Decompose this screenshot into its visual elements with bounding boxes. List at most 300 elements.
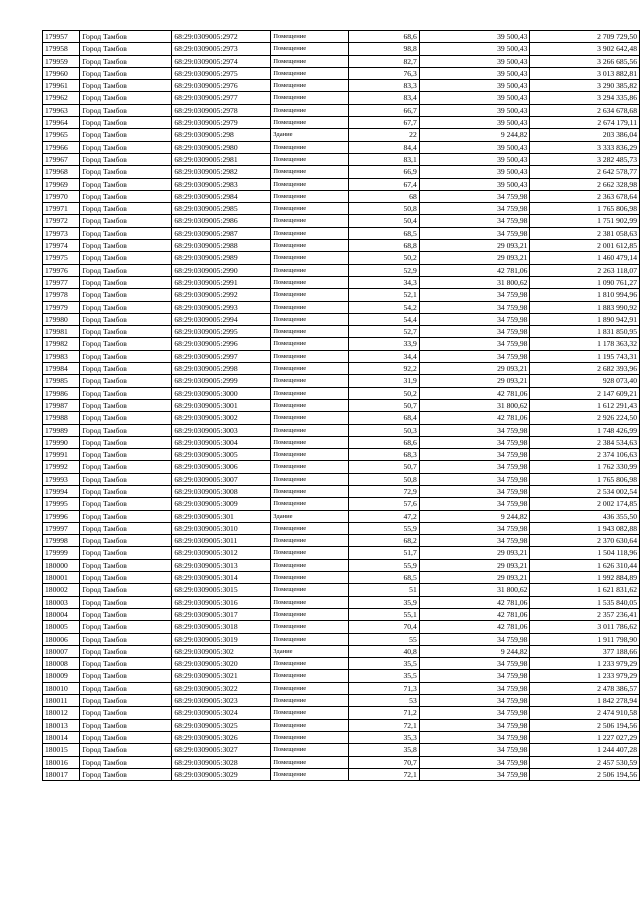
unit-value-cell: 39 500,43 (419, 43, 530, 55)
object-type-cell: Помещение (271, 608, 349, 620)
unit-value-cell: 34 759,98 (419, 535, 530, 547)
unit-value-cell: 34 759,98 (419, 449, 530, 461)
city-cell: Город Тамбов (80, 522, 172, 534)
cadastral-value-cell: 2 474 910,58 (530, 707, 640, 719)
area-cell: 35,5 (349, 658, 419, 670)
row-number-cell: 179977 (43, 276, 80, 288)
unit-value-cell: 34 759,98 (419, 744, 530, 756)
cadastral-number-cell: 68:29:0309005:3001 (172, 399, 271, 411)
unit-value-cell: 9 244,82 (419, 129, 530, 141)
cadastral-number-cell: 68:29:0309005:2994 (172, 313, 271, 325)
cadastral-value-cell: 203 386,04 (530, 129, 640, 141)
city-cell: Город Тамбов (80, 596, 172, 608)
row-number-cell: 179979 (43, 301, 80, 313)
cadastral-value-cell: 1 842 278,94 (530, 695, 640, 707)
cadastral-value-cell: 928 073,40 (530, 375, 640, 387)
object-type-cell: Помещение (271, 67, 349, 79)
table-row (43, 387, 640, 399)
area-cell: 34,3 (349, 276, 419, 288)
cadastral-value-cell: 1 765 806,98 (530, 203, 640, 215)
city-cell: Город Тамбов (80, 744, 172, 756)
cadastral-value-cell: 3 290 385,82 (530, 80, 640, 92)
area-cell: 52,1 (349, 289, 419, 301)
city-cell: Город Тамбов (80, 707, 172, 719)
cadastral-value-cell: 1 233 979,29 (530, 658, 640, 670)
row-number-cell: 180010 (43, 682, 80, 694)
cadastral-value-cell: 3 266 685,56 (530, 55, 640, 67)
row-number-cell: 179994 (43, 485, 80, 497)
area-cell: 83,4 (349, 92, 419, 104)
object-type-cell: Помещение (271, 695, 349, 707)
row-number-cell: 179982 (43, 338, 80, 350)
area-cell: 35,9 (349, 596, 419, 608)
object-type-cell: Помещение (271, 473, 349, 485)
object-type-cell: Помещение (271, 547, 349, 559)
table-row (43, 473, 640, 485)
row-number-cell: 179959 (43, 55, 80, 67)
area-cell: 76,3 (349, 67, 419, 79)
area-cell: 55,9 (349, 559, 419, 571)
unit-value-cell: 39 500,43 (419, 166, 530, 178)
table-row (43, 535, 640, 547)
unit-value-cell: 34 759,98 (419, 658, 530, 670)
cadastral-number-cell: 68:29:0309005:3018 (172, 621, 271, 633)
table-row (43, 178, 640, 190)
cadastral-value-cell: 1 535 840,05 (530, 596, 640, 608)
unit-value-cell: 34 759,98 (419, 633, 530, 645)
unit-value-cell: 34 759,98 (419, 756, 530, 768)
area-cell: 68,6 (349, 436, 419, 448)
row-number-cell: 179980 (43, 313, 80, 325)
area-cell: 31,9 (349, 375, 419, 387)
row-number-cell: 179995 (43, 498, 80, 510)
area-cell: 68,5 (349, 227, 419, 239)
cadastral-number-cell: 68:29:0309005:3011 (172, 535, 271, 547)
city-cell: Город Тамбов (80, 412, 172, 424)
area-cell: 33,9 (349, 338, 419, 350)
area-cell: 68 (349, 190, 419, 202)
object-type-cell: Помещение (271, 313, 349, 325)
cadastral-number-cell: 68:29:0309005:2984 (172, 190, 271, 202)
cadastral-number-cell: 68:29:0309005:2999 (172, 375, 271, 387)
cadastral-number-cell: 68:29:0309005:3012 (172, 547, 271, 559)
area-cell: 72,1 (349, 719, 419, 731)
object-type-cell: Здание (271, 510, 349, 522)
unit-value-cell: 29 093,21 (419, 547, 530, 559)
area-cell: 68,5 (349, 572, 419, 584)
row-number-cell: 179974 (43, 240, 80, 252)
row-number-cell: 179966 (43, 141, 80, 153)
cadastral-number-cell: 68:29:0309005:3002 (172, 412, 271, 424)
cadastral-value-cell: 2 534 002,54 (530, 485, 640, 497)
row-number-cell: 179969 (43, 178, 80, 190)
city-cell: Город Тамбов (80, 67, 172, 79)
table-row (43, 264, 640, 276)
cadastral-number-cell: 68:29:0309005:302 (172, 645, 271, 657)
table-row (43, 707, 640, 719)
object-type-cell: Здание (271, 645, 349, 657)
object-type-cell: Помещение (271, 559, 349, 571)
cadastral-number-cell: 68:29:0309005:2975 (172, 67, 271, 79)
cadastral-number-cell: 68:29:0309005:3024 (172, 707, 271, 719)
cadastral-value-cell: 1 504 118,96 (530, 547, 640, 559)
unit-value-cell: 34 759,98 (419, 190, 530, 202)
cadastral-number-cell: 68:29:0309005:3026 (172, 731, 271, 743)
unit-value-cell: 39 500,43 (419, 80, 530, 92)
area-cell: 50,8 (349, 203, 419, 215)
table-row (43, 129, 640, 141)
unit-value-cell: 31 800,62 (419, 399, 530, 411)
object-type-cell: Помещение (271, 350, 349, 362)
object-type-cell: Помещение (271, 633, 349, 645)
area-cell: 71,3 (349, 682, 419, 694)
row-number-cell: 179970 (43, 190, 80, 202)
unit-value-cell: 31 800,62 (419, 276, 530, 288)
row-number-cell: 179990 (43, 436, 80, 448)
city-cell: Город Тамбов (80, 153, 172, 165)
cadastral-number-cell: 68:29:0309005:2987 (172, 227, 271, 239)
cadastral-number-cell: 68:29:0309005:3029 (172, 768, 271, 780)
area-cell: 70,4 (349, 621, 419, 633)
cadastral-value-cell: 2 926 224,50 (530, 412, 640, 424)
city-cell: Город Тамбов (80, 547, 172, 559)
row-number-cell: 179968 (43, 166, 80, 178)
row-number-cell: 180013 (43, 719, 80, 731)
cadastral-value-cell: 2 370 630,64 (530, 535, 640, 547)
cadastral-number-cell: 68:29:0309005:2972 (172, 31, 271, 43)
table-row (43, 104, 640, 116)
city-cell: Город Тамбов (80, 670, 172, 682)
unit-value-cell: 29 093,21 (419, 572, 530, 584)
city-cell: Город Тамбов (80, 141, 172, 153)
area-cell: 50,8 (349, 473, 419, 485)
table-row (43, 596, 640, 608)
cadastral-value-cell: 1 621 831,62 (530, 584, 640, 596)
unit-value-cell: 39 500,43 (419, 178, 530, 190)
area-cell: 92,2 (349, 363, 419, 375)
row-number-cell: 179983 (43, 350, 80, 362)
row-number-cell: 179993 (43, 473, 80, 485)
cadastral-value-cell: 2 381 058,63 (530, 227, 640, 239)
row-number-cell: 179992 (43, 461, 80, 473)
row-number-cell: 179972 (43, 215, 80, 227)
unit-value-cell: 42 781,06 (419, 621, 530, 633)
row-number-cell: 179978 (43, 289, 80, 301)
table-row (43, 252, 640, 264)
table-row (43, 363, 640, 375)
row-number-cell: 180016 (43, 756, 80, 768)
cadastral-number-cell: 68:29:0309005:2989 (172, 252, 271, 264)
unit-value-cell: 42 781,06 (419, 387, 530, 399)
object-type-cell: Помещение (271, 485, 349, 497)
cadastral-value-cell: 2 384 534,63 (530, 436, 640, 448)
cadastral-number-cell: 68:29:0309005:3010 (172, 522, 271, 534)
unit-value-cell: 34 759,98 (419, 301, 530, 313)
city-cell: Город Тамбов (80, 719, 172, 731)
unit-value-cell: 34 759,98 (419, 326, 530, 338)
object-type-cell: Помещение (271, 412, 349, 424)
row-number-cell: 179986 (43, 387, 80, 399)
cadastral-number-cell: 68:29:0309005:2988 (172, 240, 271, 252)
object-type-cell: Здание (271, 129, 349, 141)
area-cell: 83,1 (349, 153, 419, 165)
city-cell: Город Тамбов (80, 129, 172, 141)
object-type-cell: Помещение (271, 584, 349, 596)
city-cell: Город Тамбов (80, 178, 172, 190)
cadastral-number-cell: 68:29:0309005:2992 (172, 289, 271, 301)
row-number-cell: 179967 (43, 153, 80, 165)
cadastral-number-cell: 68:29:0309005:2998 (172, 363, 271, 375)
object-type-cell: Помещение (271, 682, 349, 694)
table-row (43, 399, 640, 411)
area-cell: 83,3 (349, 80, 419, 92)
object-type-cell: Помещение (271, 744, 349, 756)
table-row (43, 153, 640, 165)
city-cell: Город Тамбов (80, 227, 172, 239)
area-cell: 50,7 (349, 461, 419, 473)
table-row (43, 645, 640, 657)
cadastral-value-cell: 3 011 786,62 (530, 621, 640, 633)
cadastral-value-cell: 1 943 082,88 (530, 522, 640, 534)
cadastral-value-cell: 1 911 798,90 (530, 633, 640, 645)
area-cell: 53 (349, 695, 419, 707)
cadastral-number-cell: 68:29:0309005:2978 (172, 104, 271, 116)
table-row (43, 682, 640, 694)
object-type-cell: Помещение (271, 375, 349, 387)
cadastral-number-cell: 68:29:0309005:3023 (172, 695, 271, 707)
unit-value-cell: 29 093,21 (419, 252, 530, 264)
cadastral-value-cell: 2 642 578,77 (530, 166, 640, 178)
area-cell: 98,8 (349, 43, 419, 55)
row-number-cell: 180007 (43, 645, 80, 657)
table-row (43, 43, 640, 55)
table-row (43, 695, 640, 707)
object-type-cell: Помещение (271, 55, 349, 67)
cadastral-value-cell: 2 682 393,96 (530, 363, 640, 375)
object-type-cell: Помещение (271, 215, 349, 227)
table-row (43, 117, 640, 129)
row-number-cell: 179961 (43, 80, 80, 92)
cadastral-number-cell: 68:29:0309005:3003 (172, 424, 271, 436)
cadastral-number-cell: 68:29:0309005:2973 (172, 43, 271, 55)
table-row (43, 756, 640, 768)
row-number-cell: 179960 (43, 67, 80, 79)
city-cell: Город Тамбов (80, 252, 172, 264)
cadastral-number-cell: 68:29:0309005:2995 (172, 326, 271, 338)
unit-value-cell: 39 500,43 (419, 153, 530, 165)
city-cell: Город Тамбов (80, 424, 172, 436)
area-cell: 52,9 (349, 264, 419, 276)
object-type-cell: Помещение (271, 399, 349, 411)
area-cell: 68,6 (349, 31, 419, 43)
table-row (43, 485, 640, 497)
cadastral-number-cell: 68:29:0309005:3021 (172, 670, 271, 682)
table-row (43, 731, 640, 743)
table-row (43, 768, 640, 780)
unit-value-cell: 29 093,21 (419, 240, 530, 252)
unit-value-cell: 39 500,43 (419, 141, 530, 153)
table-row (43, 633, 640, 645)
row-number-cell: 180011 (43, 695, 80, 707)
cadastral-number-cell: 68:29:0309005:2996 (172, 338, 271, 350)
cadastral-number-cell: 68:29:0309005:2982 (172, 166, 271, 178)
city-cell: Город Тамбов (80, 559, 172, 571)
table-row (43, 203, 640, 215)
city-cell: Город Тамбов (80, 43, 172, 55)
city-cell: Город Тамбов (80, 104, 172, 116)
city-cell: Город Тамбов (80, 326, 172, 338)
city-cell: Город Тамбов (80, 658, 172, 670)
unit-value-cell: 39 500,43 (419, 104, 530, 116)
area-cell: 50,7 (349, 399, 419, 411)
cadastral-value-cell: 3 333 836,29 (530, 141, 640, 153)
object-type-cell: Помещение (271, 522, 349, 534)
cadastral-number-cell: 68:29:0309005:3020 (172, 658, 271, 670)
table-row (43, 92, 640, 104)
object-type-cell: Помещение (271, 449, 349, 461)
unit-value-cell: 29 093,21 (419, 559, 530, 571)
table-row (43, 412, 640, 424)
city-cell: Город Тамбов (80, 190, 172, 202)
cadastral-value-cell: 1 762 330,99 (530, 461, 640, 473)
row-number-cell: 180002 (43, 584, 80, 596)
table-row (43, 449, 640, 461)
cadastral-number-cell: 68:29:0309005:2993 (172, 301, 271, 313)
unit-value-cell: 34 759,98 (419, 719, 530, 731)
unit-value-cell: 34 759,98 (419, 731, 530, 743)
area-cell: 71,2 (349, 707, 419, 719)
cadastral-number-cell: 68:29:0309005:3007 (172, 473, 271, 485)
object-type-cell: Помещение (271, 276, 349, 288)
cadastral-value-cell: 3 013 882,81 (530, 67, 640, 79)
area-cell: 50,2 (349, 387, 419, 399)
object-type-cell: Помещение (271, 264, 349, 276)
unit-value-cell: 39 500,43 (419, 55, 530, 67)
city-cell: Город Тамбов (80, 240, 172, 252)
city-cell: Город Тамбов (80, 695, 172, 707)
city-cell: Город Тамбов (80, 621, 172, 633)
unit-value-cell: 34 759,98 (419, 498, 530, 510)
unit-value-cell: 42 781,06 (419, 608, 530, 620)
area-cell: 84,4 (349, 141, 419, 153)
object-type-cell: Помещение (271, 178, 349, 190)
row-number-cell: 179964 (43, 117, 80, 129)
table-row (43, 572, 640, 584)
cadastral-number-cell: 68:29:0309005:2976 (172, 80, 271, 92)
row-number-cell: 179958 (43, 43, 80, 55)
area-cell: 52,7 (349, 326, 419, 338)
object-type-cell: Помещение (271, 436, 349, 448)
cadastral-number-cell: 68:29:0309005:2981 (172, 153, 271, 165)
table-row (43, 338, 640, 350)
city-cell: Город Тамбов (80, 215, 172, 227)
area-cell: 55 (349, 633, 419, 645)
unit-value-cell: 34 759,98 (419, 522, 530, 534)
city-cell: Город Тамбов (80, 768, 172, 780)
cadastral-value-cell: 1 227 027,29 (530, 731, 640, 743)
area-cell: 51 (349, 584, 419, 596)
row-number-cell: 179987 (43, 399, 80, 411)
cadastral-number-cell: 68:29:0309005:3025 (172, 719, 271, 731)
object-type-cell: Помещение (271, 227, 349, 239)
area-cell: 50,2 (349, 252, 419, 264)
row-number-cell: 180012 (43, 707, 80, 719)
row-number-cell: 179988 (43, 412, 80, 424)
cadastral-number-cell: 68:29:0309005:2977 (172, 92, 271, 104)
registry-table (42, 30, 640, 781)
cadastral-value-cell: 1 765 806,98 (530, 473, 640, 485)
unit-value-cell: 34 759,98 (419, 768, 530, 780)
city-cell: Город Тамбов (80, 203, 172, 215)
area-cell: 67,7 (349, 117, 419, 129)
city-cell: Город Тамбов (80, 363, 172, 375)
city-cell: Город Тамбов (80, 473, 172, 485)
cadastral-number-cell: 68:29:0309005:3017 (172, 608, 271, 620)
city-cell: Город Тамбов (80, 485, 172, 497)
row-number-cell: 180008 (43, 658, 80, 670)
city-cell: Город Тамбов (80, 399, 172, 411)
row-number-cell: 179984 (43, 363, 80, 375)
cadastral-value-cell: 2 634 678,68 (530, 104, 640, 116)
area-cell: 50,3 (349, 424, 419, 436)
cadastral-number-cell: 68:29:0309005:3009 (172, 498, 271, 510)
city-cell: Город Тамбов (80, 338, 172, 350)
city-cell: Город Тамбов (80, 461, 172, 473)
object-type-cell: Помещение (271, 43, 349, 55)
cadastral-value-cell: 2 357 236,41 (530, 608, 640, 620)
row-number-cell: 179991 (43, 449, 80, 461)
unit-value-cell: 31 800,62 (419, 584, 530, 596)
cadastral-value-cell: 2 002 174,85 (530, 498, 640, 510)
cadastral-value-cell: 2 674 179,11 (530, 117, 640, 129)
unit-value-cell: 34 759,98 (419, 473, 530, 485)
city-cell: Город Тамбов (80, 313, 172, 325)
city-cell: Город Тамбов (80, 350, 172, 362)
table-row (43, 55, 640, 67)
unit-value-cell: 42 781,06 (419, 596, 530, 608)
table-row (43, 498, 640, 510)
city-cell: Город Тамбов (80, 510, 172, 522)
row-number-cell: 179971 (43, 203, 80, 215)
cadastral-value-cell: 2 457 530,59 (530, 756, 640, 768)
cadastral-number-cell: 68:29:0309005:3028 (172, 756, 271, 768)
area-cell: 40,8 (349, 645, 419, 657)
cadastral-value-cell: 3 294 335,86 (530, 92, 640, 104)
row-number-cell: 180001 (43, 572, 80, 584)
area-cell: 68,2 (349, 535, 419, 547)
cadastral-number-cell: 68:29:0309005:3022 (172, 682, 271, 694)
cadastral-number-cell: 68:29:0309005:3000 (172, 387, 271, 399)
cadastral-number-cell: 68:29:0309005:3013 (172, 559, 271, 571)
unit-value-cell: 9 244,82 (419, 510, 530, 522)
cadastral-number-cell: 68:29:0309005:2983 (172, 178, 271, 190)
row-number-cell: 179962 (43, 92, 80, 104)
cadastral-number-cell: 68:29:0309005:3016 (172, 596, 271, 608)
table-row (43, 276, 640, 288)
city-cell: Город Тамбов (80, 645, 172, 657)
cadastral-value-cell: 1 748 426,99 (530, 424, 640, 436)
row-number-cell: 180000 (43, 559, 80, 571)
object-type-cell: Помещение (271, 498, 349, 510)
area-cell: 47,2 (349, 510, 419, 522)
row-number-cell: 179985 (43, 375, 80, 387)
object-type-cell: Помещение (271, 92, 349, 104)
cadastral-number-cell: 68:29:0309005:2997 (172, 350, 271, 362)
unit-value-cell: 34 759,98 (419, 350, 530, 362)
table-row (43, 313, 640, 325)
object-type-cell: Помещение (271, 141, 349, 153)
object-type-cell: Помещение (271, 387, 349, 399)
